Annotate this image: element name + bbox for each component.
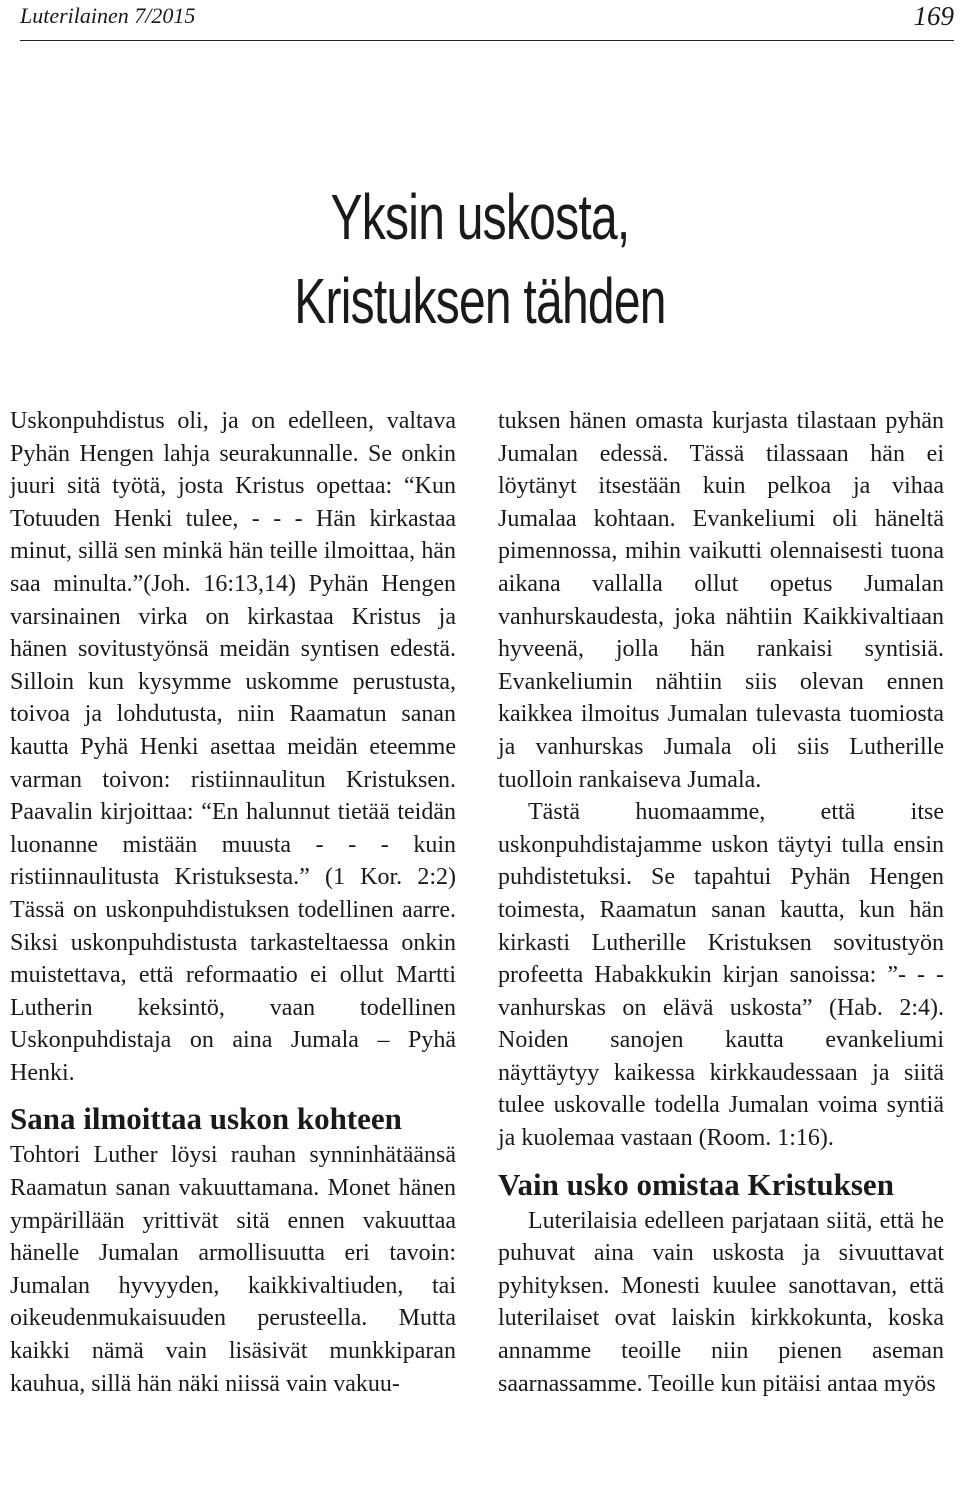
paragraph-intro: Uskonpuhdistus oli, ja on edelleen, valtava Pyhän Hengen lahja seurakunnalle. Se onkin juuri sitä työtä, josta Kristus opettaa: “Kun Totuuden Henki tulee, - - - Hän kirkastaa minut, sillä sen minkä hän teille ilmoittaa, hän saa minulta.”(Joh. 16:13,14) Pyhän Hengen varsinainen virka on kirkastaa Kristus ja hänen sovitustyönsä meidän syntisen edestä. Silloin kun kysymme uskomme perustusta, toivoa ja lohdutusta, niin Raamatun sanan kautta Pyhä Henki asettaa meidän eteemme varman toivon: ristiinnaulitun Kristuksen. Paavalin kirjoittaa: “En halunnut tietää teidän luonanne mistään muusta - - - kuin ristiinnaulitusta Kristuksesta.” (1 Kor. 2:2) Tässä on uskonpuhdistuksen todellinen aarre. Siksi uskonpuhdistusta tarkasteltaessa onkin muistettava, että reformaatio ei ollut Martti Lutherin keksintö, vaan todellinen Uskonpuhdistaja on aina Jumala – Pyhä Henki. [10, 408, 456, 1086]
section-heading-sana: Sana ilmoittaa uskon kohteen [10, 1101, 402, 1137]
paragraph-continuation: tuksen hänen omasta kurjasta tilastaan pyhän Jumalan edessä. Tässä tilassaan hän ei löytänyt itsestään kuin pelkoa ja vihaa Jumalaa kohtaan. Evankeliumi oli häneltä pimennossa, mihin vaikutti olennaisesti tuona aikana vallalla ollut opetus Jumalan vanhurskaudesta, joka nähtiin Kaikkivaltiaan hyveenä, jolla hän rankaisi syntisiä. Evankeliumin nähtiin siis olevan ennen kaikkea ilmoitus Jumalan tulevasta tuomiosta ja vanhurskas Jumala oli siis Lutherille tuolloin rankaiseva Jumala. [498, 408, 944, 793]
right-column [498, 405, 944, 1400]
page-number: 169 [913, 1, 954, 31]
journal-issue: Luterilainen 7/2015 [20, 3, 196, 28]
page-header [20, 0, 954, 41]
paragraph-habakkuk: Tästä huomaamme, että itse uskonpuhdistajamme uskon täytyi tulla ensin puhdistetuksi. Se tapahtui Pyhän Hengen toimesta, Raamatun sanan kautta, kun hän kirkasti Lutherille Kristuksen sovitustyön profeetta Habakkukin kirjan sanoissa: ”- - - vanhurskas on elävä uskosta” (Hab. 2:4). Noiden sanojen kautta evankeliumi näyttäytyy kaikessa kirkkaudessaan ja siitä tulee uskovalle todella Jumalan voima syntiä ja kuolemaa vastaan (Room. 1:16). [498, 799, 944, 1152]
title-line-1: Yksin uskosta, [330, 181, 630, 253]
paragraph-luther: Tohtori Luther löysi rauhan synninhätäänsä Raamatun sanan vakuuttamana. Monet hänen ympärillään yrittivät sitä ennen vakuuttaa hänelle Jumalan armollisuutta eri tavoin: Jumalan hyvyyden, kaikkivaltiuden, tai oikeudenmukaisuuden perusteella. Mutta kaikki nämä vain lisäsivät munkkiparan kauhua, sillä hän näki niissä vain vakuu- [10, 1142, 456, 1397]
article-title [255, 175, 705, 343]
left-column [10, 405, 456, 1400]
title-line-2: Kristuksen tähden [294, 265, 666, 337]
paragraph-luterilaisia: Luterilaisia edelleen parjataan siitä, että he puhuvat aina vain uskosta ja sivuuttavat pyhityksen. Monesti kuulee sanottavan, että luterilaiset ovat laiskin kirkkokunta, koska annamme teoille niin pienen aseman saarnassamme. Teoille kun pitäisi antaa myös [498, 1207, 944, 1397]
section-heading-vain-usko: Vain usko omistaa Kristuksen [498, 1166, 894, 1202]
